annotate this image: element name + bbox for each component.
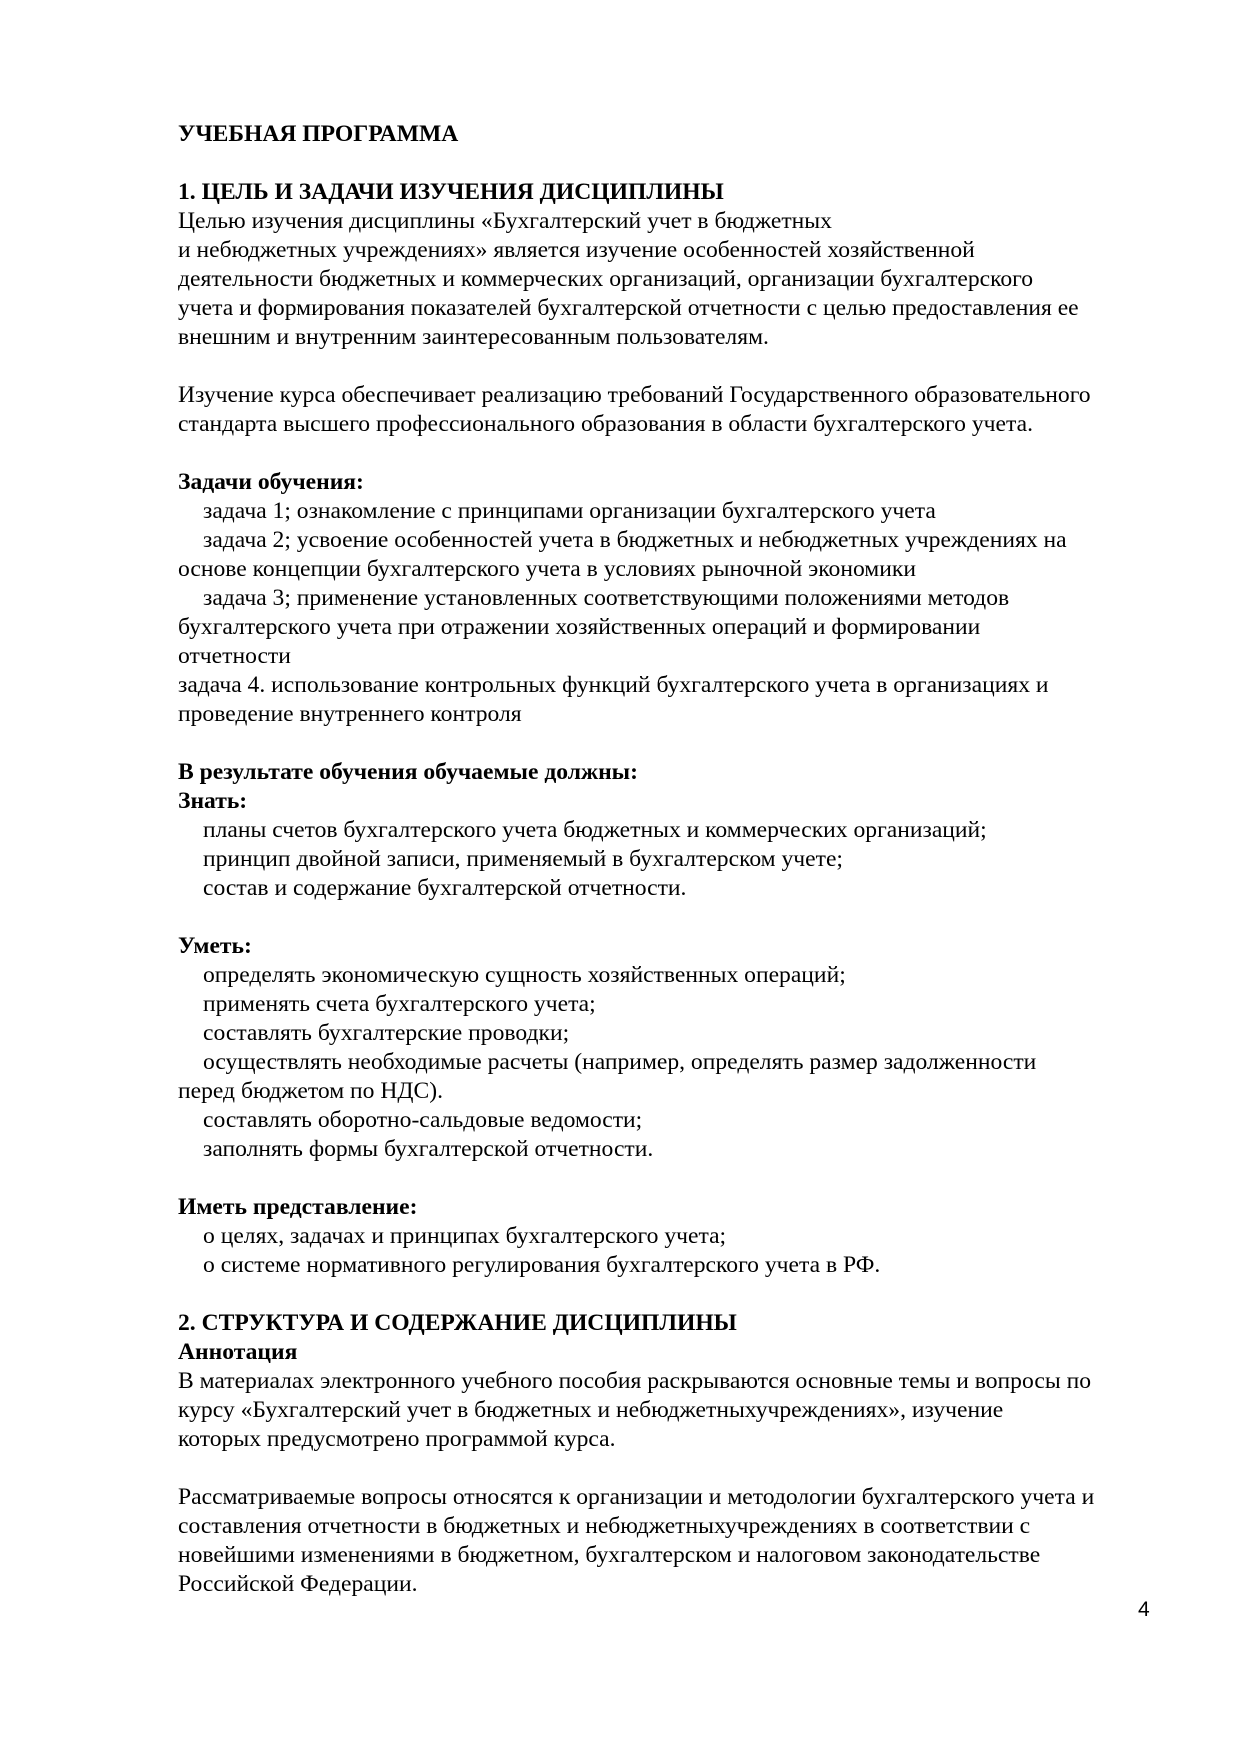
list-item: о системе нормативного регулирования бухгалтерского учета в РФ. bbox=[203, 1252, 881, 1278]
list-item: задача 1; ознакомление с принципами организации бухгалтерского учета bbox=[203, 498, 936, 524]
list-item-continuation: перед бюджетом по НДС). bbox=[178, 1078, 443, 1104]
paragraph-line: стандарта высшего профессионального образования в области бухгалтерского учета. bbox=[178, 411, 1033, 437]
tasks-list bbox=[178, 497, 1158, 729]
page-content bbox=[178, 120, 1158, 1599]
document-title: УЧЕБНАЯ ПРОГРАММА bbox=[178, 121, 459, 147]
section-2-heading: 2. СТРУКТУРА И СОДЕРЖАНИЕ ДИСЦИПЛИНЫ bbox=[178, 1310, 737, 1336]
paragraph-line: Целью изучения дисциплины «Бухгалтерский учет в бюджетных bbox=[178, 208, 832, 234]
annotation-heading: Аннотация bbox=[178, 1339, 298, 1365]
paragraph-line: В материалах электронного учебного пособия раскрываются основные темы и вопросы по bbox=[178, 1368, 1092, 1394]
paragraph-line: составления отчетности в бюджетных и небюджетныхучреждениях в соответствии с bbox=[178, 1513, 1031, 1539]
purpose-paragraph bbox=[178, 207, 1158, 352]
paragraph-line: новейшими изменениями в бюджетном, бухгалтерском и налоговом законодательстве bbox=[178, 1542, 1041, 1568]
list-item: осуществлять необходимые расчеты (например, определять размер задолженности bbox=[203, 1049, 1037, 1075]
idea-list bbox=[178, 1222, 1158, 1280]
list-item: задача 4. использование контрольных функций бухгалтерского учета в организациях и bbox=[178, 672, 1049, 698]
list-item: задача 2; усвоение особенностей учета в бюджетных и небюджетных учреждениях на bbox=[203, 527, 1067, 553]
list-item-continuation: бухгалтерского учета при отражении хозяйственных операций и формировании bbox=[178, 614, 981, 640]
paragraph-line: деятельности бюджетных и коммерческих организаций, организации бухгалтерского bbox=[178, 266, 1034, 292]
standard-paragraph bbox=[178, 381, 1158, 439]
list-item: применять счета бухгалтерского учета; bbox=[203, 991, 596, 1017]
list-item: планы счетов бухгалтерского учета бюджетных и коммерческих организаций; bbox=[203, 817, 987, 843]
paragraph-line: учета и формирования показателей бухгалтерской отчетности с целью предоставления ее bbox=[178, 295, 1079, 321]
tasks-heading: Задачи обучения: bbox=[178, 469, 364, 495]
list-item: о целях, задачах и принципах бухгалтерского учета; bbox=[203, 1223, 727, 1249]
know-heading: Знать: bbox=[178, 788, 248, 814]
list-item: принцип двойной записи, применяемый в бухгалтерском учете; bbox=[203, 846, 843, 872]
able-list bbox=[178, 961, 1158, 1164]
section-1-heading: 1. ЦЕЛЬ И ЗАДАЧИ ИЗУЧЕНИЯ ДИСЦИПЛИНЫ bbox=[178, 179, 724, 205]
list-item: определять экономическую сущность хозяйственных операций; bbox=[203, 962, 846, 988]
list-item: состав и содержание бухгалтерской отчетности. bbox=[203, 875, 687, 901]
list-item-continuation: основе концепции бухгалтерского учета в условиях рыночной экономики bbox=[178, 556, 916, 582]
list-item-continuation: отчетности bbox=[178, 643, 291, 669]
results-heading: В результате обучения обучаемые должны: bbox=[178, 759, 638, 785]
paragraph-line: курсу «Бухгалтерский учет в бюджетных и небюджетныхучреждениях», изучение bbox=[178, 1397, 1004, 1423]
questions-paragraph bbox=[178, 1483, 1158, 1599]
list-item: составлять оборотно-сальдовые ведомости; bbox=[203, 1107, 643, 1133]
list-item: заполнять формы бухгалтерской отчетности. bbox=[203, 1136, 654, 1162]
annotation-paragraph bbox=[178, 1367, 1158, 1454]
know-list bbox=[178, 816, 1158, 903]
list-item: составлять бухгалтерские проводки; bbox=[203, 1020, 570, 1046]
list-item: задача 3; применение установленных соответствующими положениями методов bbox=[203, 585, 1010, 611]
paragraph-line: которых предусмотрено программой курса. bbox=[178, 1426, 616, 1452]
paragraph-line: внешним и внутренним заинтересованным пользователям. bbox=[178, 324, 769, 350]
page-number: 4 bbox=[1138, 1598, 1150, 1621]
paragraph-line: Российской Федерации. bbox=[178, 1571, 418, 1597]
list-item-continuation: проведение внутреннего контроля bbox=[178, 701, 522, 727]
idea-heading: Иметь представление: bbox=[178, 1194, 418, 1220]
paragraph-line: Изучение курса обеспечивает реализацию требований Государственного образовательного bbox=[178, 382, 1091, 408]
paragraph-line: и небюджетных учреждениях» является изучение особенностей хозяйственной bbox=[178, 237, 975, 263]
able-heading: Уметь: bbox=[178, 933, 252, 959]
paragraph-line: Рассматриваемые вопросы относятся к организации и методологии бухгалтерского учета и bbox=[178, 1484, 1095, 1510]
